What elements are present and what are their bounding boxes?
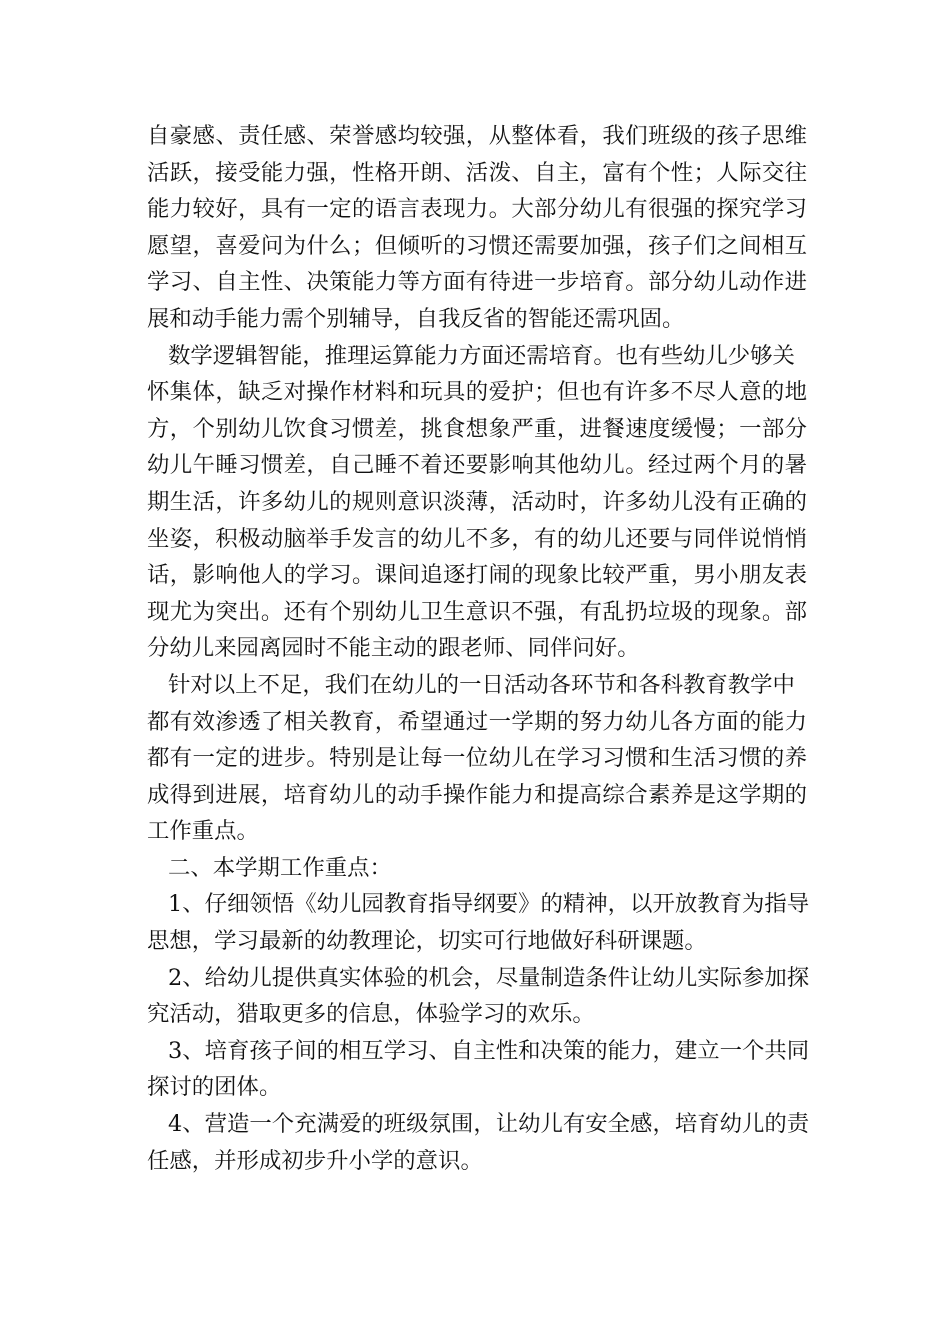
text-line: 学习、自主性、决策能力等方面有待进一步培育。部分幼儿动作进 xyxy=(147,269,807,296)
text-line: 活跃，接受能力强，性格开朗、活泼、自主，富有个性；人际交往 xyxy=(147,159,807,186)
list-item-point-3 xyxy=(147,1033,810,1106)
text-line: 任感，并形成初步升小学的意识。 xyxy=(147,1147,483,1174)
text-line: 坐姿，积极动脑举手发言的幼儿不多，有的幼儿还要与同伴说悄悄 xyxy=(147,525,807,552)
text-line: 方，个别幼儿饮食习惯差，挑食想象严重，进餐速度缓慢；一部分 xyxy=(147,415,807,442)
heading-line: 二、本学期工作重点： xyxy=(168,854,392,881)
text-line: 成得到进展，培育幼儿的动手操作能力和提高综合素养是这学期的 xyxy=(147,781,807,808)
text-line: 4、营造一个充满爱的班级氛围，让幼儿有安全感，培育幼儿的责 xyxy=(168,1111,810,1138)
text-line: 怀集体，缺乏对操作材料和玩具的爱护；但也有许多不尽人意的地 xyxy=(147,379,807,406)
text-line: 愿望，喜爱问为什么；但倾听的习惯还需要加强，孩子们之间相互 xyxy=(147,232,807,259)
list-item-point-2 xyxy=(147,960,810,1033)
list-item-point-4 xyxy=(147,1106,810,1179)
text-line: 针对以上不足，我们在幼儿的一日活动各环节和各科教育教学中 xyxy=(168,671,795,698)
text-line: 展和动手能力需个别辅导，自我反省的智能还需巩固。 xyxy=(147,305,685,332)
paragraph-class-overview xyxy=(147,118,807,338)
text-line: 3、培育孩子间的相互学习、自主性和决策的能力，建立一个共同 xyxy=(168,1037,810,1064)
text-line: 思想，学习最新的幼教理论，切实可行地做好科研课题。 xyxy=(147,928,707,955)
text-line: 能力较好，具有一定的语言表现力。大部分幼儿有很强的探究学习 xyxy=(147,196,807,223)
text-line: 自豪感、责任感、荣誉感均较强，从整体看，我们班级的孩子思维 xyxy=(147,123,807,149)
text-line: 现尤为突出。还有个别幼儿卫生意识不强，有乱扔垃圾的现象。部 xyxy=(147,598,807,625)
text-line: 1、仔细领悟《幼儿园教育指导纲要》的精神，以开放教育为指导 xyxy=(168,891,810,918)
paragraph-response xyxy=(147,667,807,850)
text-line: 期生活，许多幼儿的规则意识淡薄，活动时，许多幼儿没有正确的 xyxy=(147,488,807,515)
list-item-point-1 xyxy=(147,886,810,959)
paragraph-shortcomings xyxy=(147,338,807,667)
text-line: 分幼儿来园离园时不能主动的跟老师、同伴问好。 xyxy=(147,635,640,662)
document-body xyxy=(147,118,810,1179)
text-line: 探讨的团体。 xyxy=(147,1074,282,1101)
text-line: 2、给幼儿提供真实体验的机会，尽量制造条件让幼儿实际参加探 xyxy=(168,964,810,991)
text-line: 话，影响他人的学习。课间追逐打闹的现象比较严重，男小朋友表 xyxy=(147,562,807,589)
text-line: 数学逻辑智能，推理运算能力方面还需培育。也有些幼儿少够关 xyxy=(168,342,795,369)
text-line: 工作重点。 xyxy=(147,818,259,845)
section-heading xyxy=(147,850,807,887)
text-line: 究活动，猎取更多的信息，体验学习的欢乐。 xyxy=(147,1001,595,1028)
text-line: 幼儿午睡习惯差，自己睡不着还要影响其他幼儿。经过两个月的暑 xyxy=(147,452,807,479)
text-line: 都有一定的进步。特别是让每一位幼儿在学习习惯和生活习惯的养 xyxy=(147,745,807,772)
text-line: 都有效渗透了相关教育，希望通过一学期的努力幼儿各方面的能力 xyxy=(147,708,807,735)
